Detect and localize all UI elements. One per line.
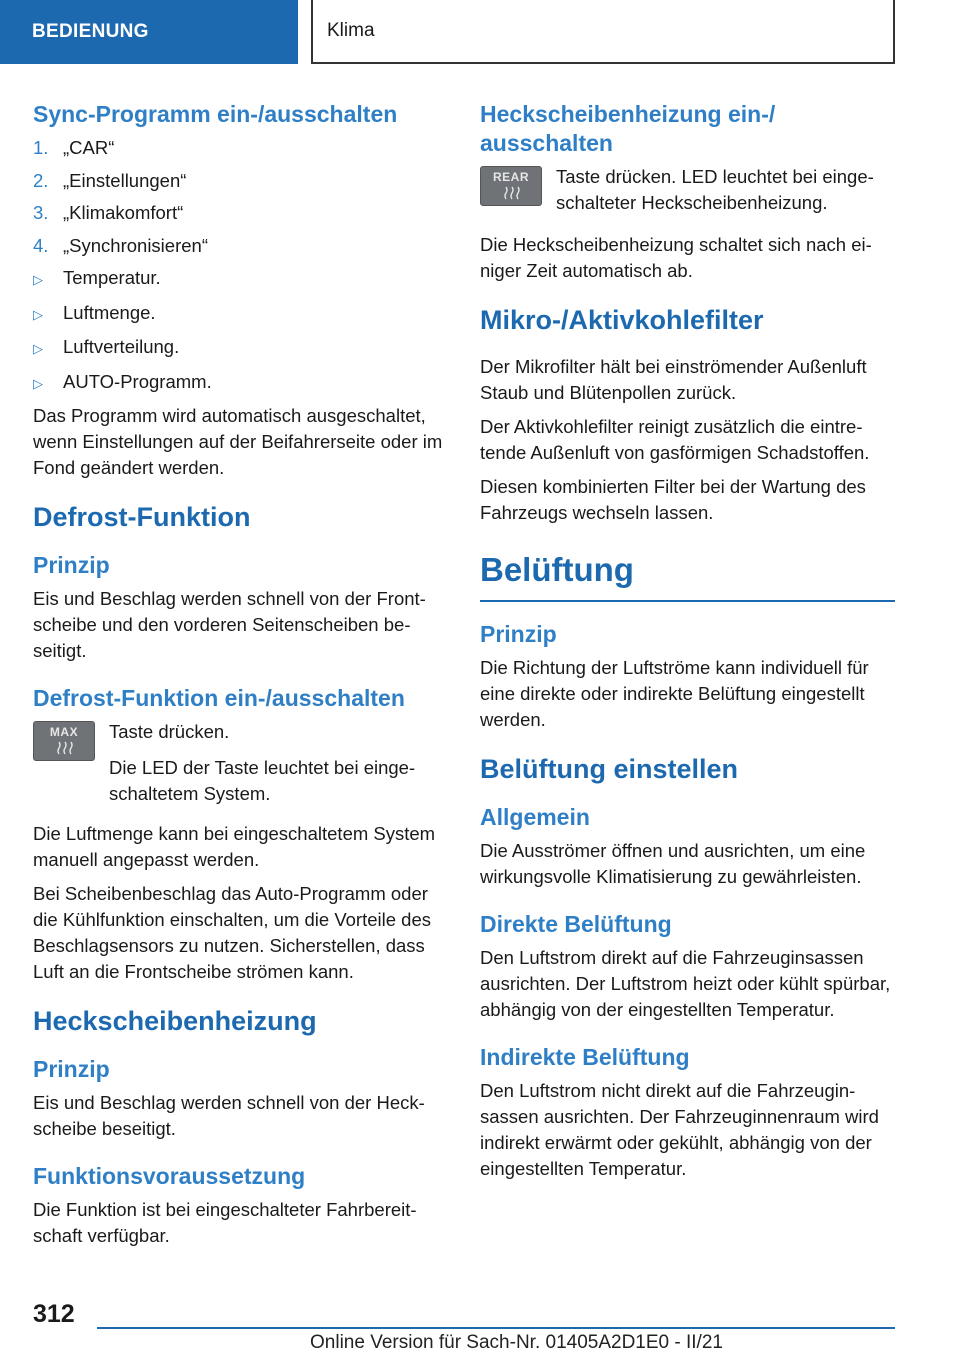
list-item [33, 168, 445, 194]
list-item [33, 135, 445, 161]
chapter-label: BEDIENUNG [32, 21, 149, 42]
ventilation-principle-text: Die Richtung der Luftströme kann individuell für eine direkte oder indirekte Belüftung eingestellt werden. [480, 656, 869, 730]
defrost-principle-text: Eis und Beschlag werden schnell von der Frontscheibe und den vorderen Seitenscheiben beseitigt. [33, 588, 426, 661]
list-item [33, 233, 445, 259]
online-version-note: Online Version für Sach-Nr. 01405A2D1E0 - II/21 [310, 1332, 723, 1353]
indirect-text: Den Luftstrom nicht direkt auf die Fahrzeuginsassen ausrichten. Der Fahrzeuginnenraum wird indirekt erwärmt oder gekühlt, abhängig von der eingestellten Temperatur. [480, 1079, 879, 1179]
sync-text: Das Programm wird automatisch ausgeschaltet, wenn Einstellungen auf der Beifahrerseite oder im Fond geändert werden. [33, 405, 443, 478]
heat-wave-icon [56, 741, 74, 757]
defrost-text4: Bei Scheibenbeschlag das Auto-Programm oder die Kühlfunktion einschalten, um die Vorteile des Beschlagsensors zu nutzen. Sicherstellen, dass Luft an die Frontscheibe strömen kann. [33, 883, 432, 982]
section-label: Klima [327, 20, 375, 41]
rear-principle-text: Eis und Beschlag werden schnell von der Heckscheibe beseitigt. [33, 1092, 425, 1139]
bullet-text: Luftmenge. [63, 301, 156, 323]
heat-wave-icon [503, 186, 521, 202]
list-item [33, 300, 445, 328]
step-number: 1. [33, 137, 49, 158]
rear-heading: Heckscheibenheizung [33, 1006, 317, 1036]
ventilation-principle-heading: Prinzip [480, 620, 557, 647]
general-text: Die Ausströmer öffnen und ausrichten, um eine wirkungsvolle Klimatisierung zu gewährleisten. [480, 839, 866, 887]
filter-heading: Mikro-/Aktivkohlefilter [480, 305, 764, 335]
step-text: „Synchronisieren“ [63, 234, 208, 256]
rear-toggle-heading: Heckscheibenheizung ein-/ ausschalten [480, 101, 776, 156]
rear-button-row [480, 164, 895, 224]
list-item [33, 334, 445, 362]
direct-text: Den Luftstrom direkt auf die Fahrzeuginsassen ausrichten. Der Luftstrom heizt oder kühlt spürbar, abhängig von der eingestellten Temperatur. [480, 946, 891, 1020]
bullet-text: Luftverteilung. [63, 336, 180, 357]
sync-heading: Sync-Programm ein-/ausschalten [33, 101, 398, 127]
ventilation-adjust-heading: Belüftung einstellen [480, 753, 739, 784]
defrost-toggle-text1: Taste drücken. [109, 721, 230, 742]
defrost-text3: Die Luftmenge kann bei eingeschaltetem System manuell angepasst werden. [33, 823, 436, 870]
step-number: 2. [33, 169, 49, 191]
triangle-bullet-icon: ▷ [33, 341, 43, 356]
indirect-heading: Indirekte Belüftung [480, 1043, 690, 1070]
sync-steps-list [33, 135, 445, 397]
list-item [33, 369, 445, 397]
ventilation-heading: Belüftung [480, 551, 634, 588]
triangle-bullet-icon: ▷ [33, 272, 43, 287]
rear-toggle-text1: Taste drücken. LED leuchtet bei eingeschalteter Heckscheibenheizung. [556, 166, 874, 213]
defrost-principle-heading: Prinzip [33, 552, 110, 578]
right-column [480, 100, 895, 1190]
triangle-bullet-icon: ▷ [33, 375, 43, 391]
max-defrost-button-icon [33, 721, 95, 761]
step-text: „Einstellungen“ [63, 169, 187, 191]
filter-text1: Der Mikrofilter hält bei einströmender Außenluft Staub und Blütenpollen zurück. [480, 356, 867, 403]
list-item [33, 265, 445, 293]
footer-divider [97, 1327, 895, 1329]
heading-divider [480, 600, 895, 602]
general-heading: Allgemein [480, 803, 590, 830]
defrost-toggle-heading: Defrost-Funktion ein-/ausschalten [33, 685, 405, 711]
defrost-toggle-text2: Die LED der Taste leuchtet bei eingeschaltetem System. [109, 757, 416, 804]
rear-requirement-heading: Funktionsvoraussetzung [33, 1163, 306, 1189]
triangle-bullet-icon: ▷ [33, 306, 43, 322]
section-header [311, 0, 895, 64]
rear-toggle-text2: Die Heckscheibenheizung schaltet sich nach einiger Zeit automatisch ab. [480, 234, 872, 281]
rear-principle-heading: Prinzip [33, 1056, 110, 1082]
rear-defrost-button-icon [480, 166, 542, 206]
rear-requirement-text: Die Funktion ist bei eingeschalteter Fahrbereitschaft verfügbar. [33, 1199, 417, 1246]
max-icon-label: MAX [49, 725, 79, 739]
step-number: 4. [33, 234, 49, 256]
direct-heading: Direkte Belüftung [480, 910, 672, 937]
defrost-heading: Defrost-Funktion [33, 502, 251, 532]
list-item [33, 200, 445, 226]
page-number: 312 [33, 1300, 75, 1328]
chapter-tab [0, 0, 298, 64]
left-column [33, 100, 445, 1257]
filter-text2: Der Aktivkohlefilter reinigt zusätzlich die eintretende Außenluft von gasförmigen Schadstoffen. [480, 416, 870, 463]
step-text: „CAR“ [63, 137, 115, 158]
step-number: 3. [33, 202, 49, 223]
rear-icon-label: REAR [492, 170, 529, 184]
filter-text3: Diesen kombinierten Filter bei der Wartung des Fahrzeugs wechseln lassen. [480, 476, 866, 523]
step-text: „Klimakomfort“ [63, 202, 184, 223]
bullet-text: AUTO-Programm. [63, 370, 212, 392]
bullet-text: Temperatur. [63, 267, 161, 288]
